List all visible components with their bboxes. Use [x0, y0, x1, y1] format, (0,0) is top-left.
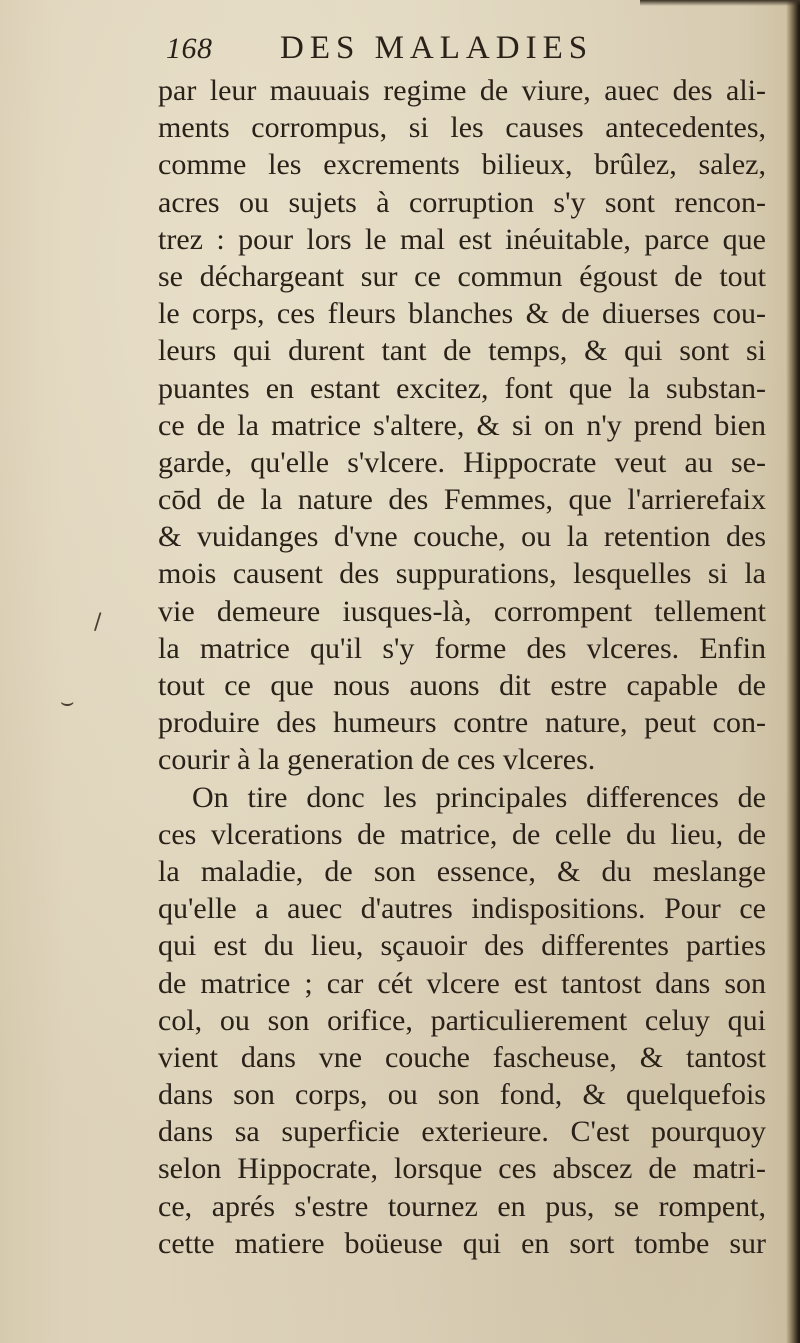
text-line: courir à la generation de ces vlceres. — [158, 743, 596, 777]
text-line: qu'elle a auec d'autres indispositions. Pour ce — [158, 892, 766, 926]
body-text — [158, 72, 766, 1262]
text-line: comme les excrements bilieux, brûlez, salez, — [158, 148, 766, 182]
text-line: ce de la matrice s'altere, & si on n'y prend bien — [158, 408, 766, 442]
text-line: trez : pour lors le mal est inéuitable, parce que — [158, 222, 766, 256]
text-line: & vuidanges d'vne couche, ou la retention des — [158, 520, 766, 554]
margin-pencil-mark: / — [94, 610, 102, 635]
running-head: DES MALADIES — [280, 30, 594, 66]
page-corner-shadow — [640, 0, 800, 6]
text-line: cette matiere boüeuse qui en sort tombe sur — [158, 1226, 766, 1260]
text-line: ments corrompus, si les causes antecedentes, — [158, 111, 766, 145]
margin-pencil-mark: ⌣ — [60, 690, 75, 715]
text-line: ces vlcerations de matrice, de celle du lieu, de — [158, 817, 766, 851]
text-line: vient dans vne couche fascheuse, & tantost — [158, 1040, 766, 1074]
text-line: cōd de la nature des Femmes, que l'arrierefaix — [158, 483, 766, 517]
text-line: la matrice qu'il s'y forme des vlceres. Enfin — [158, 631, 766, 665]
page-header — [160, 28, 720, 74]
text-line: puantes en estant excitez, font que la substan- — [158, 371, 766, 405]
page-number: 168 — [166, 32, 213, 65]
text-line: selon Hippocrate, lorsque ces abscez de matri- — [158, 1152, 766, 1186]
text-line: de matrice ; car cét vlcere est tantost dans son — [158, 966, 766, 1000]
text-line: vie demeure iusques-là, corrompent tellement — [158, 594, 766, 628]
text-line: le corps, ces fleurs blanches & de diuerses cou- — [158, 297, 766, 331]
text-line: la maladie, de son essence, & du meslange — [158, 854, 766, 888]
text-line: produire des humeurs contre nature, peut con- — [158, 706, 766, 740]
text-line: mois causent des suppurations, lesquelles si la — [158, 557, 766, 591]
page-edge-shadow — [786, 0, 800, 1343]
text-line: garde, qu'elle s'vlcere. Hippocrate veut au se- — [158, 445, 766, 479]
text-line: par leur mauuais regime de viure, auec des ali- — [158, 74, 766, 107]
text-line: qui est du lieu, sçauoir des differentes parties — [158, 929, 766, 963]
text-line: dans son corps, ou son fond, & quelquefois — [158, 1078, 766, 1112]
text-line: col, ou son orifice, particulierement celuy qui — [158, 1003, 766, 1037]
text-line: dans sa superficie exterieure. C'est pourquoy — [158, 1115, 766, 1149]
text-line: acres ou sujets à corruption s'y sont rencon- — [158, 185, 766, 219]
text-line: se déchargeant sur ce commun égoust de tout — [158, 259, 766, 293]
paragraph-start-line: On tire donc les principales differences de — [192, 780, 766, 814]
text-line: leurs qui durent tant de temps, & qui sont si — [158, 334, 766, 368]
text-line: tout ce que nous auons dit estre capable de — [158, 669, 766, 702]
text-line: ce, aprés s'estre tournez en pus, se rompent, — [158, 1189, 766, 1223]
